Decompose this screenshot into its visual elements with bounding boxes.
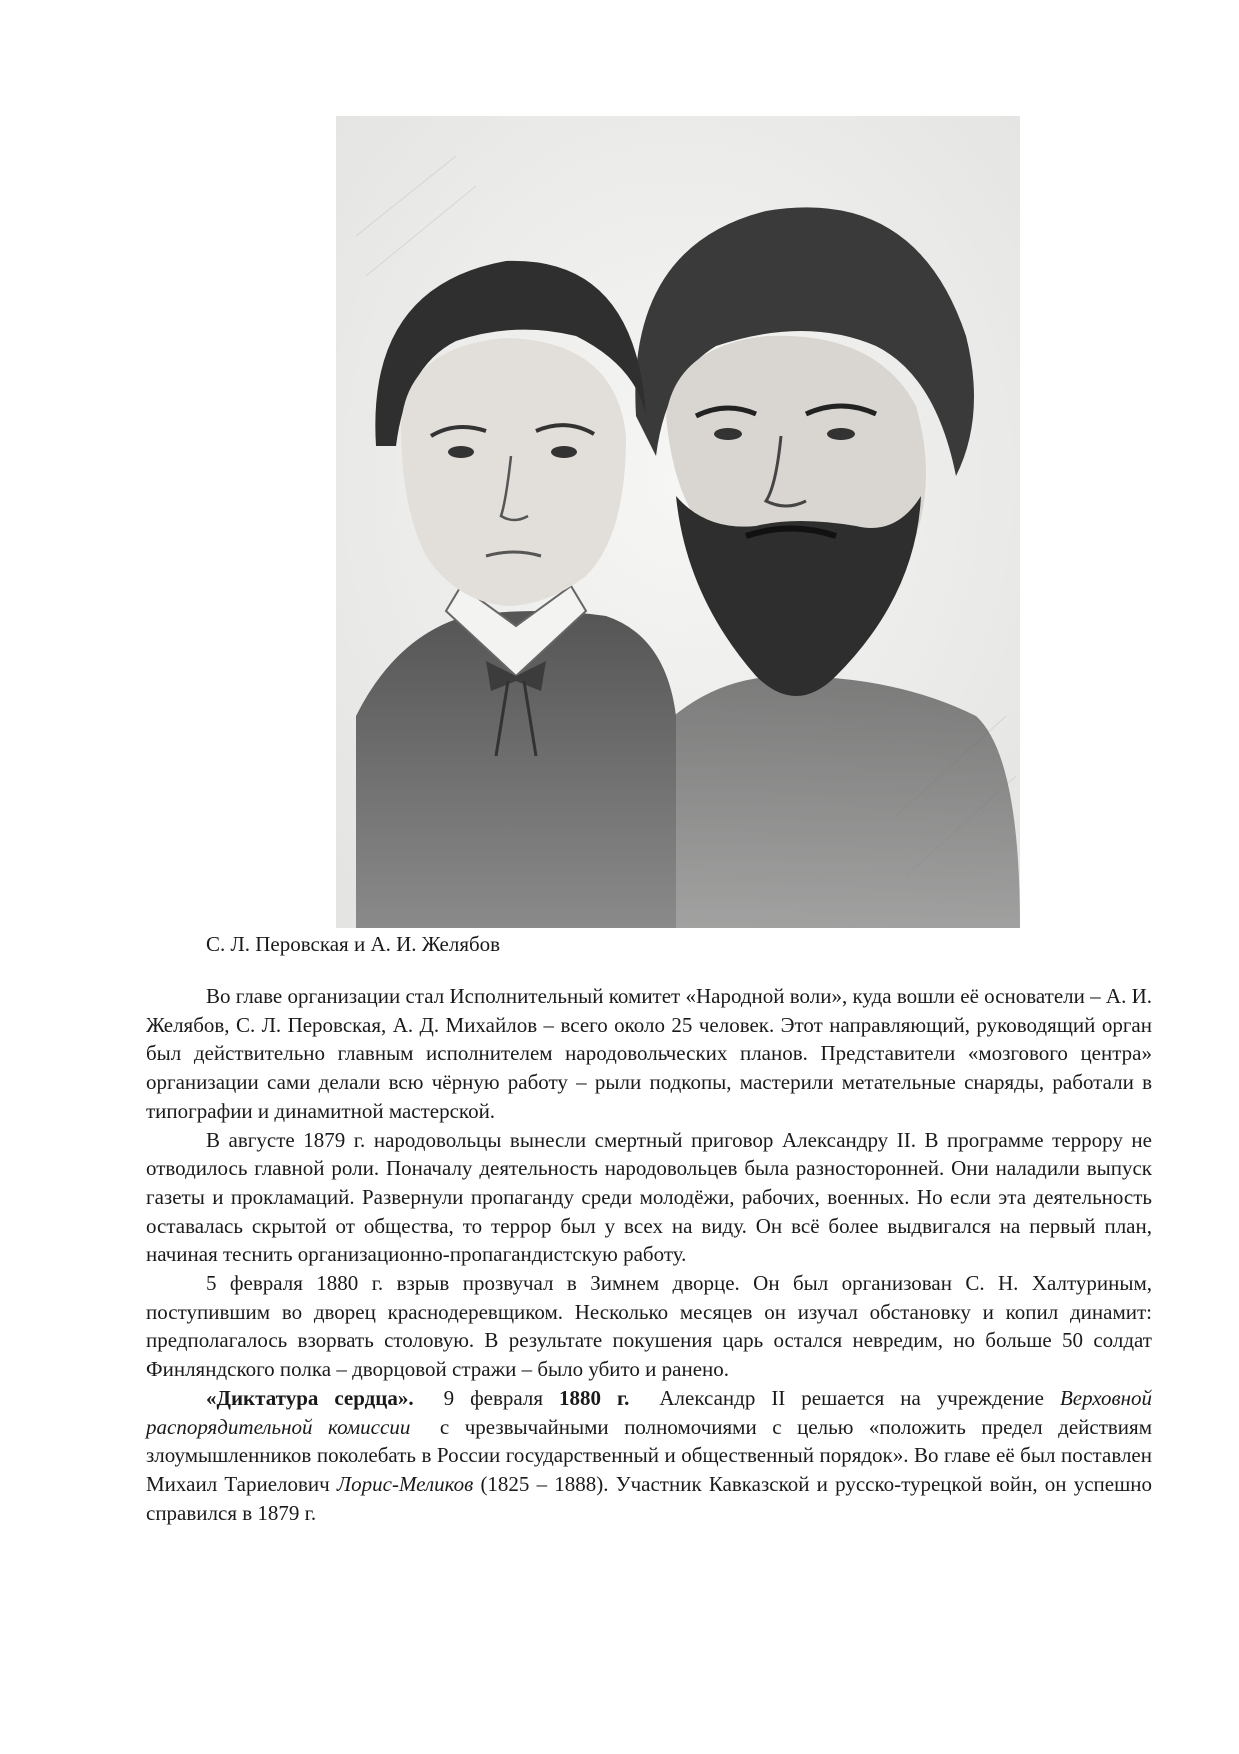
article-body xyxy=(146,982,1152,1527)
paragraph-2: В августе 1879 г. народовольцы вынесли смертный приговор Александру II. В программе террору не отводилось главной роли. Поначалу деятельность народовольцев была разносторонней. Они наладили выпуск газеты и прокламаций. Развернули пропаганду среди молодёжи, рабочих, военных. Но если эта деятельность оставалась скрытой от общества, то террор был у всех на виду. Он всё более выдвигался на первый план, начиная теснить организационно-пропагандистскую работу. xyxy=(146,1127,1152,1267)
paragraph-4 xyxy=(146,1384,1152,1528)
paragraph-4-text-3: (1825 – 1888). Участник Кавказской и русско-турецкой войн, он успешно справился в 1879 г. xyxy=(146,1471,1152,1525)
date-prefix: 9 февраля xyxy=(443,1385,544,1410)
person-name: Лорис-Меликов xyxy=(336,1471,474,1496)
commission-name: Верховной распорядительной комиссии xyxy=(146,1385,1153,1439)
paragraph-4-text-1: Александр II решается на учреждение xyxy=(659,1385,1044,1410)
image-caption: С. Л. Перовская и А. И. Желябов xyxy=(206,932,501,956)
paragraph-4-text-2: с чрезвычайными полномочиями с целью «положить предел действиям злоумышленников поколебать в России государственный и общественный порядок». Во главе её был поставлен Михаил Тариелович xyxy=(146,1414,1152,1496)
portrait-image xyxy=(336,116,1020,928)
paragraph-3: 5 февраля 1880 г. взрыв прозвучал в Зимнем дворце. Он был организован С. Н. Халтуриным, поступившим во дворец краснодеревщиком. Несколько месяцев он изучал обстановку и копил динамит: предполагалось взорвать столовую. В результате покушения царь остался невредим, но больше 50 солдат Финляндского полка – дворцовой стражи – было убито и ранено. xyxy=(146,1271,1152,1382)
paragraph-1: Во главе организации стал Исполнительный комитет «Народной воли», куда вошли её основатели – А. И. Желябов, С. Л. Перовская, А. Д. Михайлов – всего около 25 человек. Этот направляющий, руководящий орган был действительно главным исполнителем народовольческих планов. Представители «мозгового центра» организации сами делали всю чёрную работу – рыли подкопы, мастерили метательные снаряды, работали в типографии и динамитной мастерской. xyxy=(146,984,1152,1123)
section-title: «Диктатура сердца». xyxy=(206,1385,414,1410)
date-year: 1880 г. xyxy=(559,1385,630,1410)
